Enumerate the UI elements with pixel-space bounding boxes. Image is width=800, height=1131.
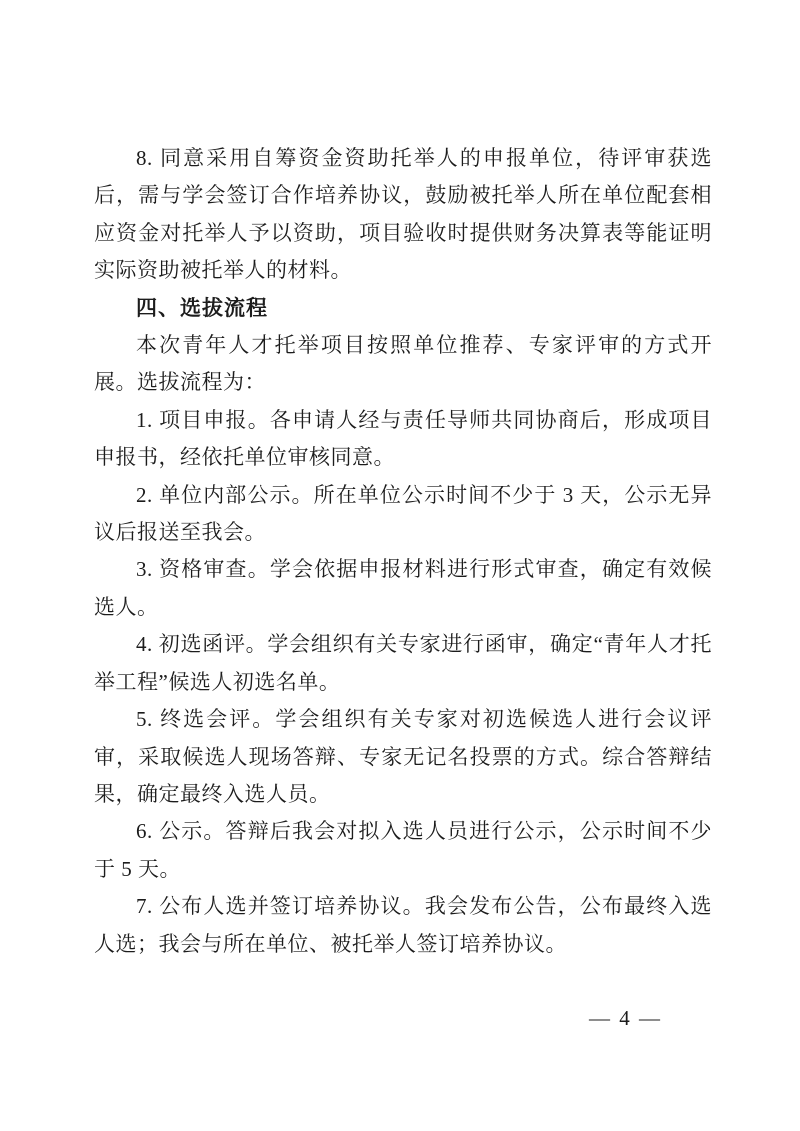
- document-body: [94, 140, 712, 963]
- list-item-6-publicity: 6. 公示。答辩后我会对拟入选人员进行公示，公示时间不少于 5 天。: [94, 819, 712, 881]
- paragraph-section-intro: 本次青年人才托举项目按照单位推荐、专家评审的方式开展。选拔流程为：: [94, 333, 712, 395]
- paragraph-clause-8: 8. 同意采用自筹资金资助托举人的申报单位，待评审获选后，需与学会签订合作培养协议，鼓励被托举人所在单位配套相应资金对托举人予以资助，项目验收时提供财务决算表等能证明实际资助被托举人的材料。: [94, 146, 712, 283]
- section-heading-selection-process: 四、选拔流程: [136, 295, 268, 320]
- page-number: — 4 —: [589, 1006, 662, 1030]
- list-item-5-final-review: 5. 终选会评。学会组织有关专家对初选候选人进行会议评审，采取候选人现场答辩、专家无记名投票的方式。综合答辩结果，确定最终入选人员。: [94, 707, 712, 806]
- list-item-3-qualification-review: 3. 资格审查。学会依据申报材料进行形式审查，确定有效候选人。: [94, 557, 712, 619]
- list-item-7-announcement-agreement: 7. 公布人选并签订培养协议。我会发布公告，公布最终入选人选；我会与所在单位、被托举人签订培养协议。: [94, 894, 712, 956]
- list-item-2-internal-publicity: 2. 单位内部公示。所在单位公示时间不少于 3 天，公示无异议后报送至我会。: [94, 482, 712, 545]
- list-item-1-project-application: 1. 项目申报。各申请人经与责任导师共同协商后，形成项目申报书，经依托单位审核同意。: [94, 407, 712, 470]
- list-item-4-preliminary-review: 4. 初选函评。学会组织有关专家进行函审，确定“青年人才托举工程”候选人初选名单。: [94, 632, 712, 694]
